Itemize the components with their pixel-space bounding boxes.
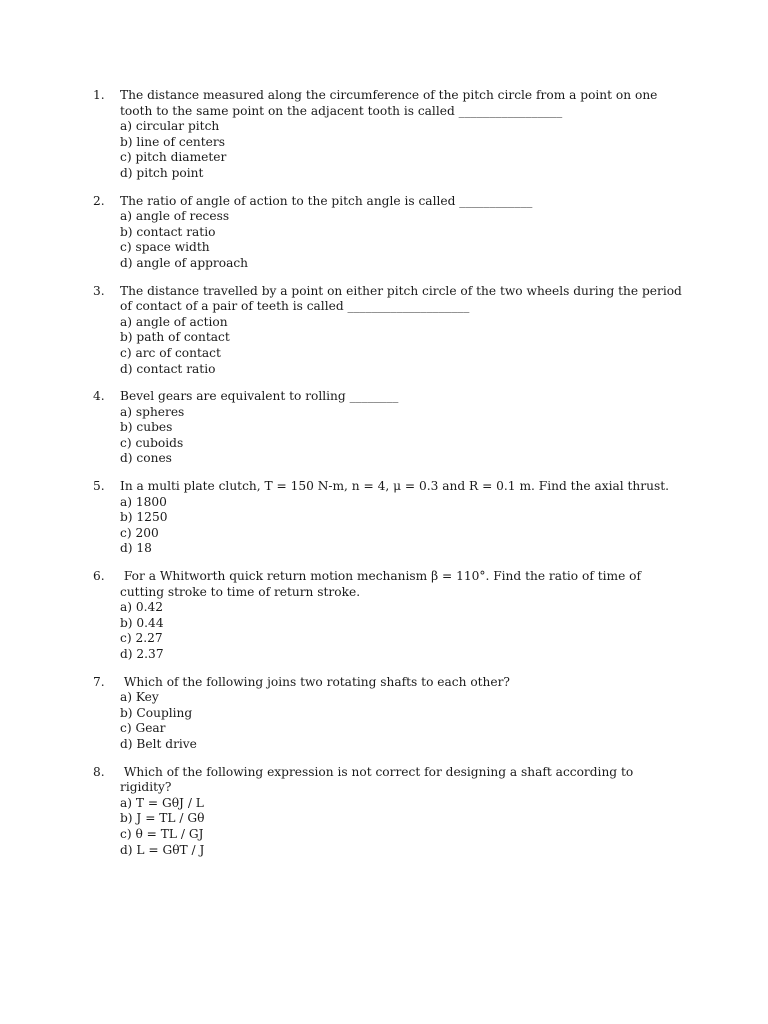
answer-option: c) Gear — [120, 721, 166, 736]
question-number: 4. — [93, 389, 105, 404]
question-item — [93, 765, 683, 859]
answer-option: c) arc of contact — [120, 345, 221, 360]
answer-option: c) 2.27 — [120, 631, 163, 646]
answer-options — [120, 495, 683, 557]
question-item — [93, 675, 683, 753]
answer-option: d) cones — [120, 451, 172, 466]
question-number: 5. — [93, 479, 105, 494]
question-item — [93, 194, 683, 272]
question-number: 3. — [93, 283, 105, 298]
answer-option: c) 200 — [120, 525, 159, 540]
question-text: Which of the following joins two rotating shafts to each other? — [120, 674, 510, 689]
answer-option: b) contact ratio — [120, 224, 216, 239]
answer-option: a) T = GθJ / L — [120, 795, 204, 810]
answer-option: d) pitch point — [120, 165, 204, 180]
answer-option: b) path of contact — [120, 330, 230, 345]
question-number: 8. — [93, 764, 105, 779]
answer-option: b) cubes — [120, 420, 173, 435]
answer-option: d) L = GθT / J — [120, 842, 205, 857]
answer-option: c) θ = TL / GJ — [120, 826, 204, 841]
answer-option: a) 0.42 — [120, 600, 164, 615]
answer-option: d) contact ratio — [120, 361, 216, 376]
question-text: The distance measured along the circumference of the pitch circle from a point on one tooth to the same point on the adjacent tooth is called _________________ — [120, 88, 662, 118]
answer-option: b) J = TL / Gθ — [120, 811, 205, 826]
answer-option: b) line of centers — [120, 134, 225, 149]
answer-option: d) 18 — [120, 541, 152, 556]
question-number: 7. — [93, 674, 105, 689]
question-text: The distance travelled by a point on either pitch circle of the two wheels during the period of contact of a pair of teeth is called ____________________ — [120, 283, 686, 314]
question-list — [93, 88, 686, 870]
answer-option: b) Coupling — [120, 705, 193, 720]
question-number: 2. — [93, 193, 105, 208]
question-item — [93, 389, 683, 467]
question-text: Bevel gears are equivalent to rolling ________ — [120, 389, 399, 404]
answer-options — [120, 600, 683, 662]
answer-options — [120, 315, 683, 377]
question-item — [93, 479, 683, 557]
answer-options — [120, 405, 683, 467]
answer-options — [120, 209, 683, 271]
answer-option: c) pitch diameter — [120, 150, 227, 165]
question-item — [93, 88, 683, 182]
answer-option: a) spheres — [120, 404, 185, 419]
question-number: 6. — [93, 569, 105, 584]
question-number: 1. — [93, 88, 105, 102]
answer-option: a) angle of recess — [120, 209, 230, 224]
answer-option: a) angle of action — [120, 314, 228, 329]
answer-options — [120, 119, 683, 181]
answer-option: c) space width — [120, 240, 210, 255]
answer-option: d) 2.37 — [120, 647, 164, 661]
answer-option: b) 0.44 — [120, 615, 164, 630]
question-item — [93, 283, 686, 378]
answer-option: c) cuboids — [120, 435, 184, 450]
question-text: Which of the following expression is not correct for designing a shaft according to rigidity? — [120, 764, 638, 795]
answer-option: b) 1250 — [120, 510, 168, 525]
answer-option: a) Key — [120, 690, 159, 705]
question-item — [93, 569, 683, 663]
answer-option: a) 1800 — [120, 494, 167, 509]
answer-options — [120, 796, 683, 858]
question-text: The ratio of angle of action to the pitch angle is called ____________ — [120, 193, 533, 208]
answer-option: a) circular pitch — [120, 119, 220, 134]
answer-option: d) Belt drive — [120, 736, 197, 751]
question-text: For a Whitworth quick return motion mechanism β = 110°. Find the ratio of time of cutting stroke to time of return stroke. — [120, 569, 645, 599]
answer-option: d) angle of approach — [120, 255, 249, 270]
answer-options — [120, 690, 683, 752]
question-text: In a multi plate clutch, T = 150 N-m, n = 4, μ = 0.3 and R = 0.1 m. Find the axial thrust. — [120, 479, 669, 494]
